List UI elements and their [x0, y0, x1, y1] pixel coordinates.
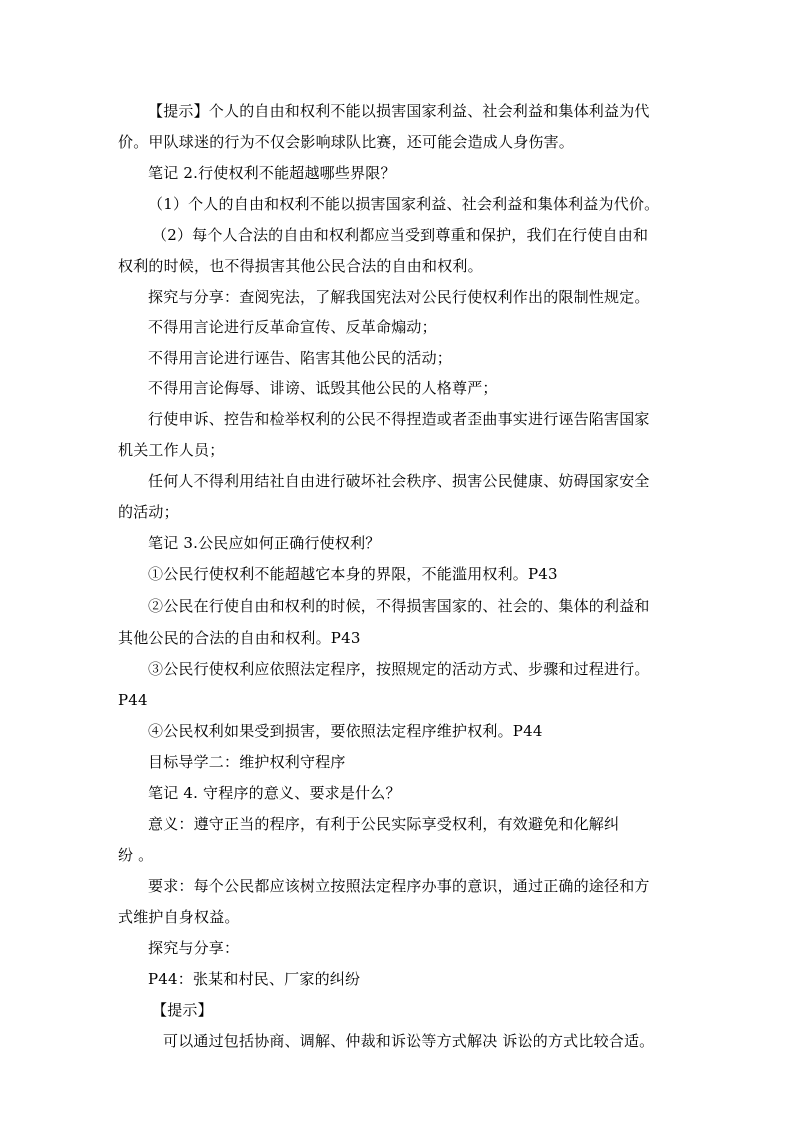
text-line: 要求：每个公民都应该树立按照法定程序办事的意识，通过正确的途径和方	[148, 877, 650, 895]
text-line: 不得用言论进行反革命宣传、反革命煽动；	[148, 318, 437, 336]
text-line: P44	[118, 691, 148, 709]
text-line: 笔记 4. 守程序的意义、要求是什么？	[148, 784, 401, 802]
text-line: ②公民在行使自由和权利的时候，不得损害国家的、社会的、集体的利益和	[148, 597, 650, 615]
text-line: ④公民权利如果受到损害，要依照法定程序维护权利。P44	[148, 722, 543, 740]
text-line: 纷 。	[118, 846, 154, 864]
text-line: 任何人不得利用结社自由进行破坏社会秩序、损害公民健康、妨碍国家安全	[148, 472, 650, 490]
text-line: （2）每个人合法的自由和权利都应当受到尊重和保护，我们在行使自由和	[152, 226, 649, 244]
text-line: 机关工作人员；	[118, 441, 225, 459]
text-line: 的活动；	[118, 503, 179, 521]
text-line: 行使申诉、控告和检举权利的公民不得捏造或者歪曲事实进行诬告陷害国家	[148, 410, 650, 428]
text-line: 价。甲队球迷的行为不仅会影响球队比赛，还可能会造成人身伤害。	[118, 133, 575, 151]
text-line: 不得用言论侮辱、诽谤、诋毁其他公民的人格尊严；	[148, 379, 498, 397]
text-line: 权利的时候，也不得损害其他公民合法的自由和权利。	[118, 257, 483, 275]
text-line: 式维护自身权益。	[118, 908, 240, 926]
text-line: 【提示】	[152, 1001, 213, 1019]
text-line: ③公民行使权利应依照法定程序，按照规定的活动方式、步骤和过程进行。	[148, 660, 650, 678]
text-line: 不得用言论进行诬告、陷害其他公民的活动；	[148, 349, 453, 367]
text-line: 目标导学二：维护权利守程序	[148, 753, 346, 771]
text-line: 探究与分享：	[148, 939, 240, 957]
text-line: P44：张某和村民、厂家的纠纷	[148, 970, 361, 988]
text-line: 可以通过包括协商、调解、仲裁和诉讼等方式解决 诉讼的方式比较合适。	[163, 1032, 655, 1050]
text-line: 笔记 3.公民应如何正确行使权利？	[148, 534, 381, 552]
text-line: 【提示】个人的自由和权利不能以损害国家利益、社会利益和集体利益为代	[148, 102, 650, 120]
text-line: 其他公民的合法的自由和权利。P43	[118, 629, 361, 647]
text-line: 意义：遵守正当的程序，有利于公民实际享受权利，有效避免和化解纠	[148, 815, 620, 833]
text-line: （1）个人的自由和权利不能以损害国家利益、社会利益和集体利益为代价。	[148, 195, 660, 213]
text-line: 探究与分享：查阅宪法，了解我国宪法对公民行使权利作出的限制性规定。	[148, 288, 650, 306]
text-line: 笔记 2.行使权利不能超越哪些界限？	[148, 164, 396, 182]
text-line: ①公民行使权利不能超越它本身的界限，不能滥用权利。P43	[148, 565, 558, 583]
